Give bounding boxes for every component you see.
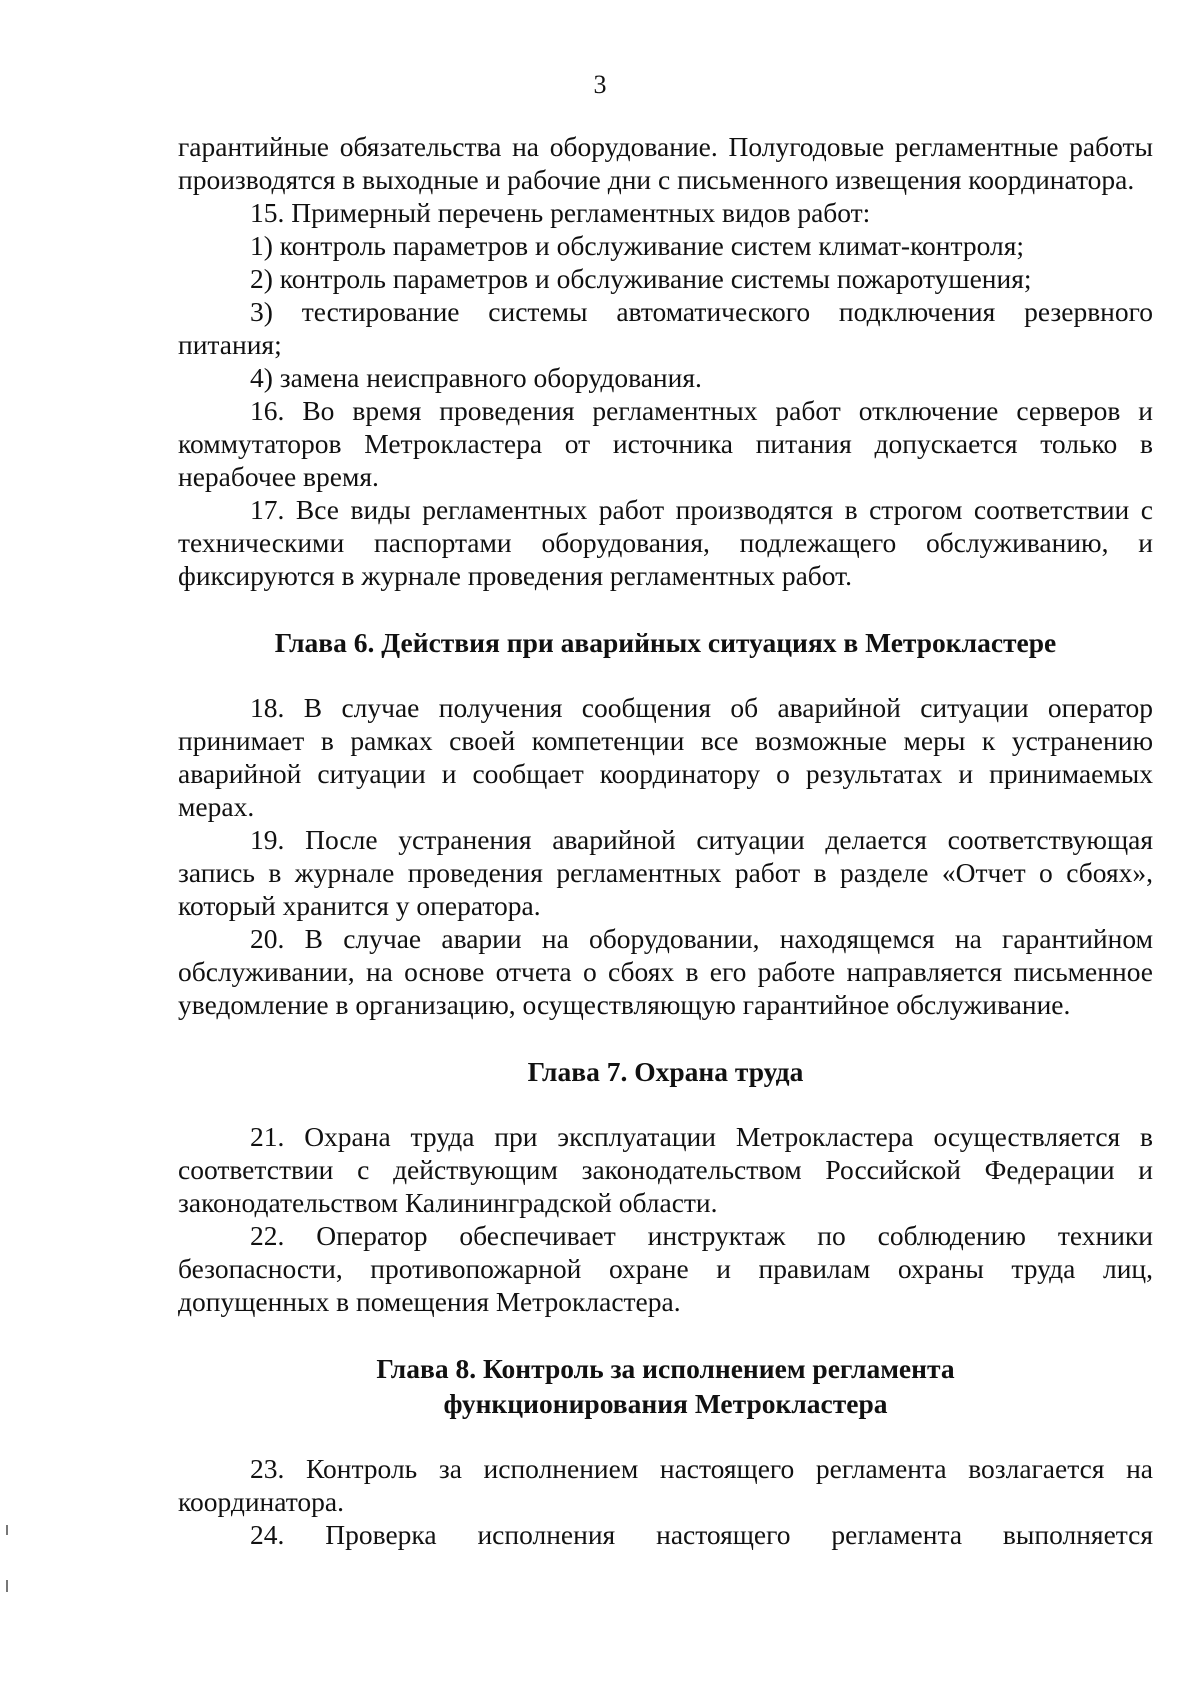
- chapter-8-title-line-2: функционирования Метрокластера: [443, 1388, 888, 1419]
- list-item-2: 2) контроль параметров и обслуживание системы пожаротушения;: [250, 263, 1032, 294]
- paragraph-20: 20. В случае аварии на оборудовании, находящемся на гарантийном обслуживании, на основе отчета о сбоях в его работе направляется письменное уведомление в организацию, осуществляющую гарантийное обслуживание.: [178, 923, 1153, 1020]
- paragraph-continuation: гарантийные обязательства на оборудование. Полугодовые регламентные работы производятся в выходные и рабочие дни с письменного извещения координатора.: [178, 131, 1153, 195]
- scan-edge-mark: [6, 1580, 8, 1592]
- paragraph-16: 16. Во время проведения регламентных работ отключение серверов и коммутаторов Метрокластера от источника питания допускается только в нерабочее время.: [178, 395, 1153, 492]
- paragraph-19: 19. После устранения аварийной ситуации делается соответствующая запись в журнале проведения регламентных работ в разделе «Отчет о сбоях», который хранится у оператора.: [178, 824, 1153, 921]
- list-item-4: 4) замена неисправного оборудования.: [250, 362, 702, 393]
- paragraph-22: 22. Оператор обеспечивает инструктаж по соблюдению техники безопасности, противопожарной охране и правилам охраны труда лиц, допущенных в помещения Метрокластера.: [178, 1220, 1153, 1317]
- paragraph-24: 24. Проверка исполнения настоящего регламента выполняется: [250, 1519, 1153, 1550]
- scan-edge-mark: [6, 1525, 8, 1535]
- paragraph-15: 15. Примерный перечень регламентных видов работ:: [250, 197, 871, 228]
- page-number: 3: [593, 70, 607, 99]
- paragraph-18: 18. В случае получения сообщения об аварийной ситуации оператор принимает в рамках своей компетенции все возможные меры к устранению аварийной ситуации и сообщает координатору о результатах и принимаемых мерах.: [178, 692, 1153, 822]
- list-item-1: 1) контроль параметров и обслуживание систем климат-контроля;: [250, 230, 1025, 261]
- paragraph-23: 23. Контроль за исполнением настоящего регламента возлагается на координатора.: [178, 1453, 1153, 1517]
- paragraph-21: 21. Охрана труда при эксплуатации Метрокластера осуществляется в соответствии с действующим законодательством Российской Федерации и законодательством Калининградской области.: [178, 1121, 1153, 1218]
- chapter-7-title: Глава 7. Охрана труда: [527, 1056, 804, 1087]
- chapter-6-title: Глава 6. Действия при аварийных ситуациях в Метрокластере: [274, 627, 1057, 658]
- document-body: [178, 130, 1153, 1551]
- chapter-8-title: [178, 1351, 1153, 1421]
- chapter-8-title-line-1: Глава 8. Контроль за исполнением регламента: [376, 1353, 955, 1384]
- paragraph-17: 17. Все виды регламентных работ производятся в строгом соответствии с техническими паспортами оборудования, подлежащего обслуживанию, и фиксируются в журнале проведения регламентных работ.: [178, 494, 1153, 591]
- list-item-3: 3) тестирование системы автоматического подключения резервного питания;: [178, 296, 1153, 360]
